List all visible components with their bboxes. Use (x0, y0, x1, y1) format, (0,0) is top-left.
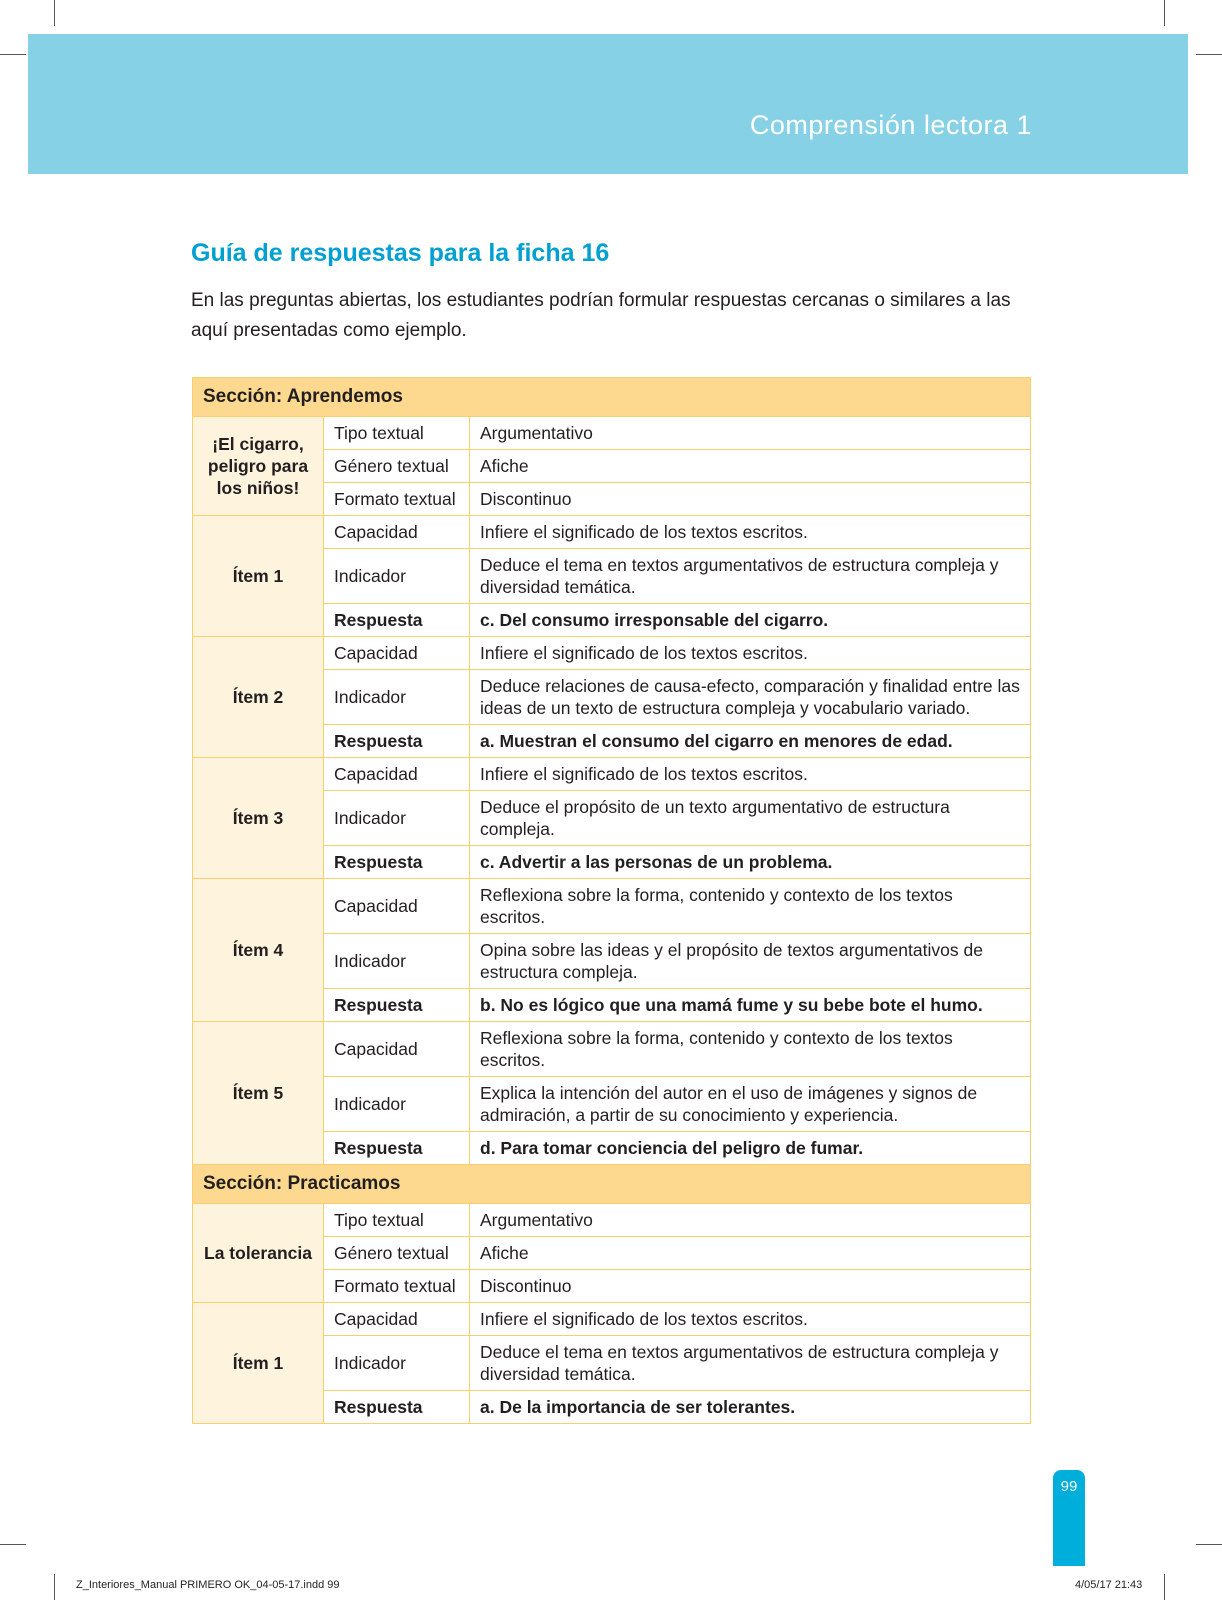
row-value: Afiche (470, 450, 1031, 483)
section-header: Sección: Aprendemos (193, 378, 1031, 417)
row-label: Capacidad (324, 1022, 470, 1077)
respuesta-label: Respuesta (324, 725, 470, 758)
respuesta-label: Respuesta (324, 604, 470, 637)
capacidad-value: Infiere el significado de los textos escritos. (470, 637, 1031, 670)
indicador-value: Deduce relaciones de causa-efecto, comparación y finalidad entre las ideas de un texto de estructura compleja y vocabulario variado. (470, 670, 1031, 725)
table-row (193, 1204, 1031, 1237)
section-header: Sección: Practicamos (193, 1165, 1031, 1204)
crop-mark (1196, 1544, 1222, 1545)
indicador-value: Deduce el tema en textos argumentativos de estructura compleja y diversidad temática. (470, 549, 1031, 604)
capacidad-value: Infiere el significado de los textos escritos. (470, 1303, 1031, 1336)
page-number: 99 (1060, 1478, 1078, 1495)
respuesta-label: Respuesta (324, 1391, 470, 1424)
item-label: Ítem 1 (193, 1303, 324, 1424)
row-value: Afiche (470, 1237, 1031, 1270)
row-label: Género textual (324, 450, 470, 483)
intro-paragraph: En las preguntas abiertas, los estudiantes podrían formular respuestas cercanas o similares a las aquí presentadas como ejemplo. (191, 290, 1011, 341)
table-row (193, 637, 1031, 670)
row-value: Argumentativo (470, 417, 1031, 450)
crop-mark (0, 1544, 26, 1545)
respuesta-label: Respuesta (324, 989, 470, 1022)
page-title: Guía de respuestas para la ficha 16 (191, 239, 610, 267)
text-name: La tolerancia (193, 1204, 324, 1303)
row-label: Indicador (324, 1336, 470, 1391)
row-label: Formato textual (324, 1270, 470, 1303)
crop-mark (54, 0, 55, 26)
crop-mark (1164, 1574, 1165, 1600)
row-label: Indicador (324, 1077, 470, 1132)
capacidad-value: Reflexiona sobre la forma, contenido y contexto de los textos escritos. (470, 879, 1031, 934)
row-label: Capacidad (324, 879, 470, 934)
capacidad-value: Infiere el significado de los textos escritos. (470, 516, 1031, 549)
row-value: Discontinuo (470, 483, 1031, 516)
item-label: Ítem 1 (193, 516, 324, 637)
respuesta-value: c. Advertir a las personas de un problema. (470, 846, 1031, 879)
crop-mark (1164, 0, 1165, 26)
item-label: Ítem 3 (193, 758, 324, 879)
table-row (193, 1303, 1031, 1336)
row-label: Género textual (324, 1237, 470, 1270)
respuesta-value: c. Del consumo irresponsable del cigarro. (470, 604, 1031, 637)
header-title: Comprensión lectora 1 (749, 110, 1032, 140)
capacidad-value: Reflexiona sobre la forma, contenido y contexto de los textos escritos. (470, 1022, 1031, 1077)
table-row (193, 417, 1031, 450)
table-row (193, 758, 1031, 791)
row-label: Indicador (324, 791, 470, 846)
footer-file-info: Z_Interiores_Manual PRIMERO OK_04-05-17.indd 99 (76, 1579, 340, 1591)
table-row (193, 1165, 1031, 1204)
row-label: Capacidad (324, 637, 470, 670)
item-label: Ítem 2 (193, 637, 324, 758)
header-band (28, 34, 1188, 174)
crop-mark (54, 1574, 55, 1600)
respuesta-value: a. De la importancia de ser tolerantes. (470, 1391, 1031, 1424)
respuesta-label: Respuesta (324, 1132, 470, 1165)
capacidad-value: Infiere el significado de los textos escritos. (470, 758, 1031, 791)
respuesta-value: b. No es lógico que una mamá fume y su bebe bote el humo. (470, 989, 1031, 1022)
row-value: Discontinuo (470, 1270, 1031, 1303)
table-row (193, 378, 1031, 417)
row-label: Capacidad (324, 1303, 470, 1336)
table-row (193, 1022, 1031, 1077)
row-label: Indicador (324, 934, 470, 989)
respuesta-value: d. Para tomar conciencia del peligro de fumar. (470, 1132, 1031, 1165)
respuesta-value: a. Muestran el consumo del cigarro en menores de edad. (470, 725, 1031, 758)
indicador-value: Explica la intención del autor en el uso de imágenes y signos de admiración, a partir de su conocimiento y experiencia. (470, 1077, 1031, 1132)
text-name: ¡El cigarro, peligro para los niños! (193, 417, 324, 516)
row-label: Capacidad (324, 758, 470, 791)
row-value: Argumentativo (470, 1204, 1031, 1237)
crop-mark (0, 54, 26, 55)
indicador-value: Opina sobre las ideas y el propósito de textos argumentativos de estructura compleja. (470, 934, 1031, 989)
table-row (193, 879, 1031, 934)
item-label: Ítem 5 (193, 1022, 324, 1165)
row-label: Indicador (324, 549, 470, 604)
crop-mark (1196, 54, 1222, 55)
indicador-value: Deduce el tema en textos argumentativos de estructura compleja y diversidad temática. (470, 1336, 1031, 1391)
row-label: Formato textual (324, 483, 470, 516)
row-label: Tipo textual (324, 417, 470, 450)
respuesta-label: Respuesta (324, 846, 470, 879)
row-label: Tipo textual (324, 1204, 470, 1237)
footer-date-info: 4/05/17 21:43 (1075, 1579, 1143, 1591)
answer-table (192, 377, 1031, 1424)
table-row (193, 516, 1031, 549)
indicador-value: Deduce el propósito de un texto argumentativo de estructura compleja. (470, 791, 1031, 846)
row-label: Capacidad (324, 516, 470, 549)
item-label: Ítem 4 (193, 879, 324, 1022)
row-label: Indicador (324, 670, 470, 725)
